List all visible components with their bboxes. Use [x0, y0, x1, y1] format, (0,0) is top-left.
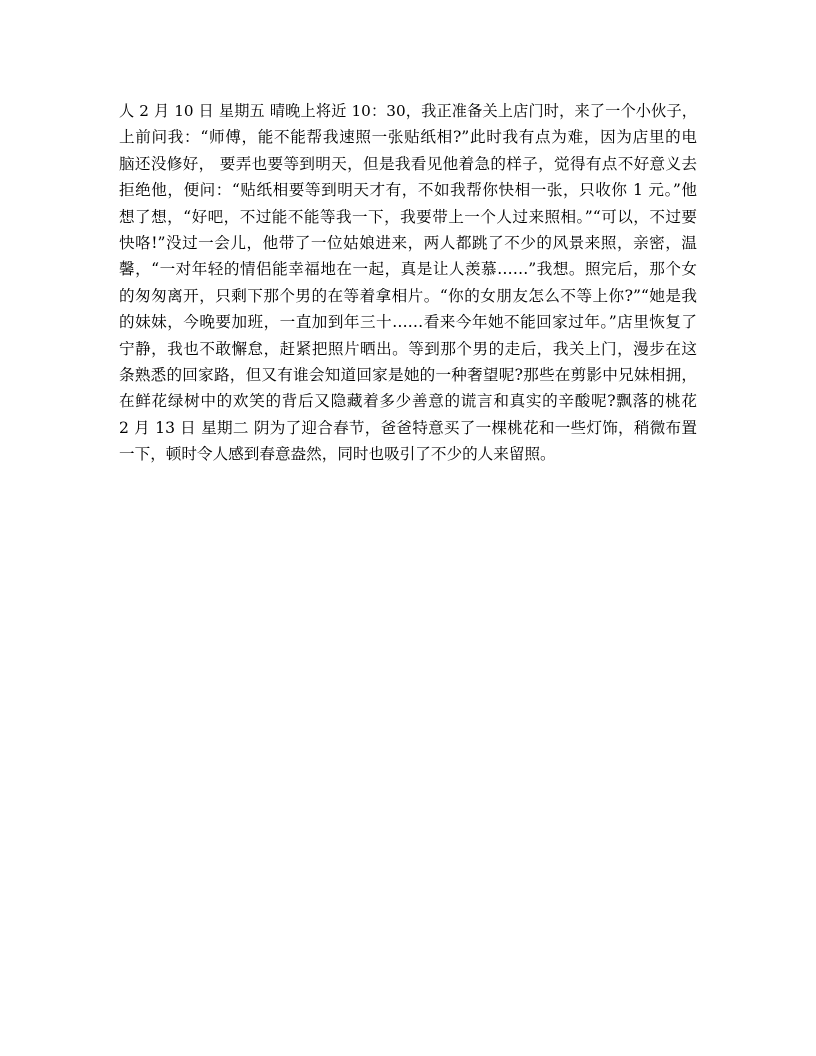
text-line: 拒绝他，便问：“贴纸相要等到明天才有，不如我帮你快相一张，只收你 1 元。”他 [119, 181, 697, 200]
text-line: 快咯!”没过一会儿，他带了一位姑娘进来，两人都跳了不少的风景来照，亲密，温 [119, 233, 697, 252]
diary-text-block [119, 98, 697, 467]
text-line: 的匆匆离开，只剩下那个男的在等着拿相片。“你的女朋友怎么不等上你?”“她是我 [119, 286, 697, 305]
text-line: 一下，顿时令人感到春意盎然，同时也吸引了不少的人来留照。 [119, 445, 556, 464]
text-line: 脑还没修好， 要弄也要等到明天，但是我看见他着急的样子，觉得有点不好意义去 [119, 154, 697, 173]
text-line: 2 月 13 日 星期二 阴为了迎合春节，爸爸特意买了一棵桃花和一些灯饰，稍微布置 [119, 418, 697, 437]
text-line: 馨，“一对年轻的情侣能幸福地在一起，真是让人羡慕……”我想。照完后，那个女 [119, 260, 697, 279]
text-line: 条熟悉的回家路，但又有谁会知道回家是她的一种奢望呢?那些在剪影中兄妹相拥， [119, 365, 697, 384]
text-line: 的妹妹，今晚要加班，一直加到年三十……看来今年她不能回家过年。”店里恢复了 [119, 313, 697, 332]
text-line: 上前问我：“师傅，能不能帮我速照一张贴纸相?”此时我有点为难，因为店里的电 [119, 128, 697, 147]
text-line: 宁静，我也不敢懈怠，赶紧把照片晒出。等到那个男的走后，我关上门，漫步在这 [119, 339, 697, 358]
text-line: 想了想，“好吧，不过能不能等我一下，我要带上一个人过来照相。”“可以，不过要 [119, 207, 697, 226]
text-line: 在鲜花绿树中的欢笑的背后又隐藏着多少善意的谎言和真实的辛酸呢?飘落的桃花 [119, 392, 697, 411]
text-line: 人 2 月 10 日 星期五 晴晚上将近 10：30，我正准备关上店门时，来了一个小伙子， [119, 102, 697, 120]
